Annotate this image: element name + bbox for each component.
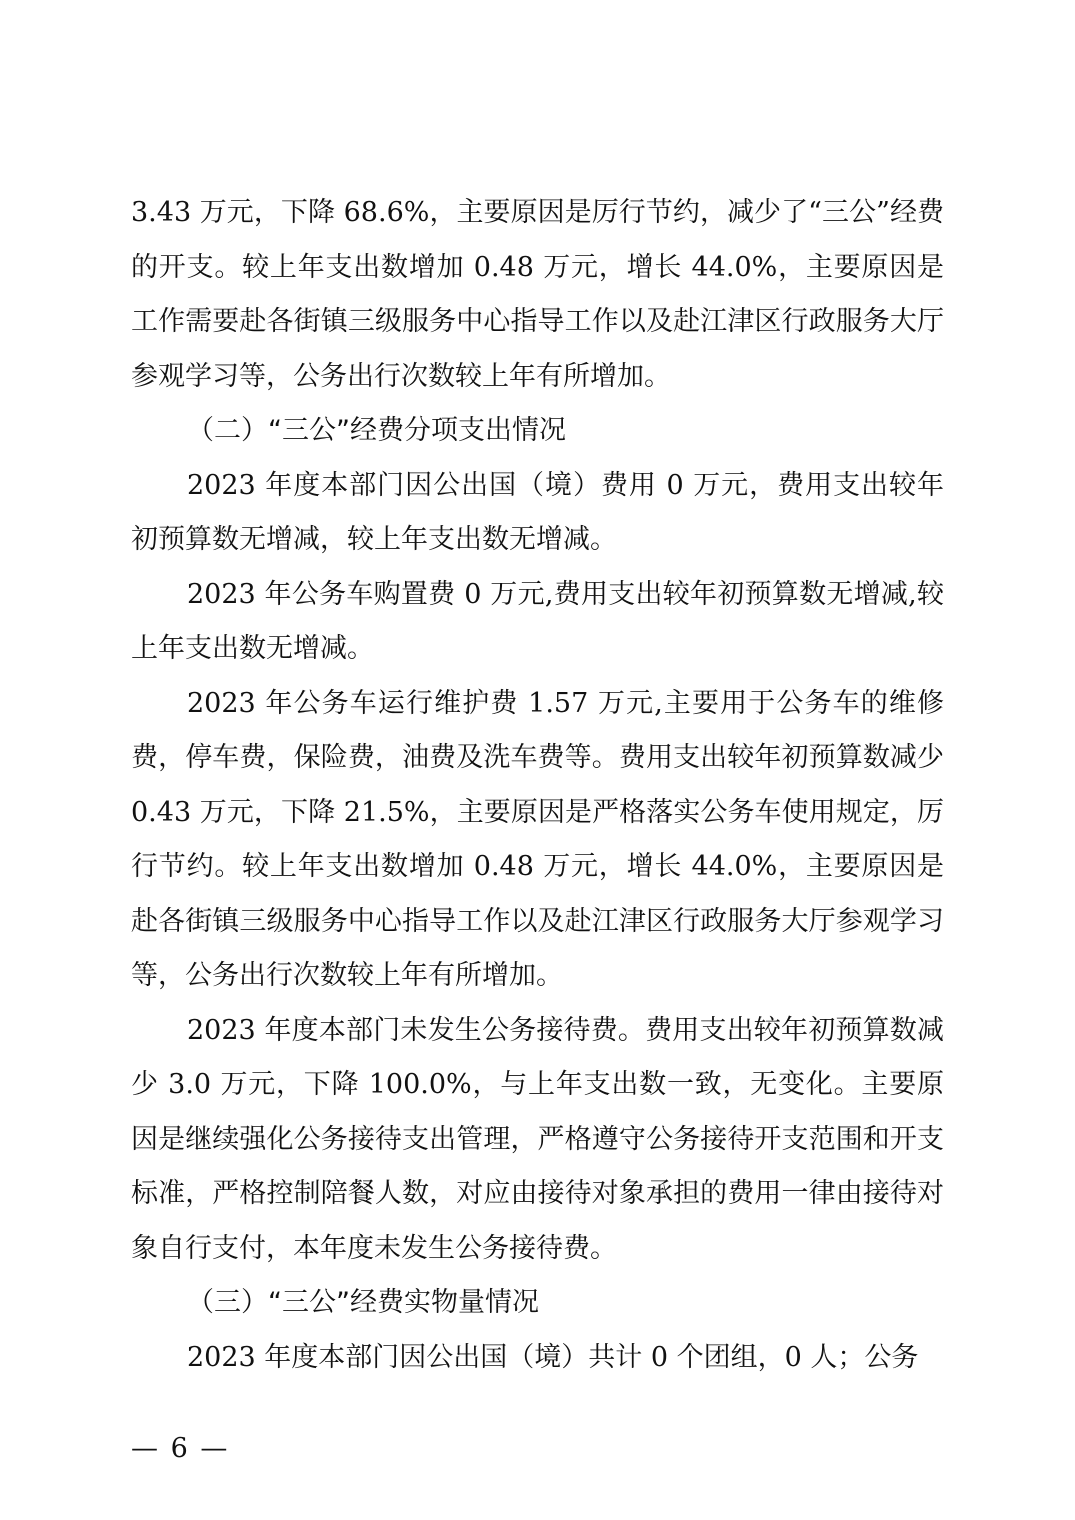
paragraph-vehicle-purchase: 2023 年公务车购置费 0 万元,费用支出较年初预算数无增减,较上年支出数无增减。 bbox=[131, 578, 944, 664]
section-heading-physical-quantity: （三）“三公”经费实物量情况 bbox=[187, 1287, 539, 1318]
page-number: — 6 — bbox=[131, 1433, 230, 1464]
paragraph-vehicle-maintenance: 2023 年公务车运行维护费 1.57 万元,主要用于公务车的维修费，停车费，保险费，油费及洗车费等。费用支出较年初预算数减少 0.43 万元，下降 21.5%，主要原因是严格落实公务车使用规定，厉行节约。较上年支出数增加 0.48 万元，增长 44.0%，主要原因是赴各街镇三级服务中心指导工作以及赴江津区行政服务大厅参观学习等，公务出行次数较上年有所增加。 bbox=[131, 687, 944, 991]
paragraph-continuation: 3.43 万元，下降 68.6%，主要原因是厉行节约，减少了“三公”经费的开支。较上年支出数增加 0.48 万元，增长 44.0%，主要原因是工作需要赴各街镇三级服务中心指导工作以及赴江津区行政服务大厅参观学习等，公务出行次数较上年有所增加。 bbox=[131, 197, 944, 392]
paragraph-overseas-travel: 2023 年度本部门因公出国（境）费用 0 万元，费用支出较年初预算数无增减，较上年支出数无增减。 bbox=[131, 469, 944, 555]
paragraph-reception: 2023 年度本部门未发生公务接待费。费用支出较年初预算数减少 3.0 万元，下降 100.0%，与上年支出数一致，无变化。主要原因是继续强化公务接待支出管理，严格遵守公务接待开支范围和开支标准，严格控制陪餐人数，对应由接待对象承担的费用一律由接待对象自行支付，本年度未发生公务接待费。 bbox=[131, 1014, 944, 1264]
paragraph-overseas-groups: 2023 年度本部门因公出国（境）共计 0 个团组，0 人；公务 bbox=[187, 1341, 919, 1373]
document-body bbox=[131, 186, 944, 1385]
section-heading-breakdown: （二）“三公”经费分项支出情况 bbox=[187, 415, 566, 446]
